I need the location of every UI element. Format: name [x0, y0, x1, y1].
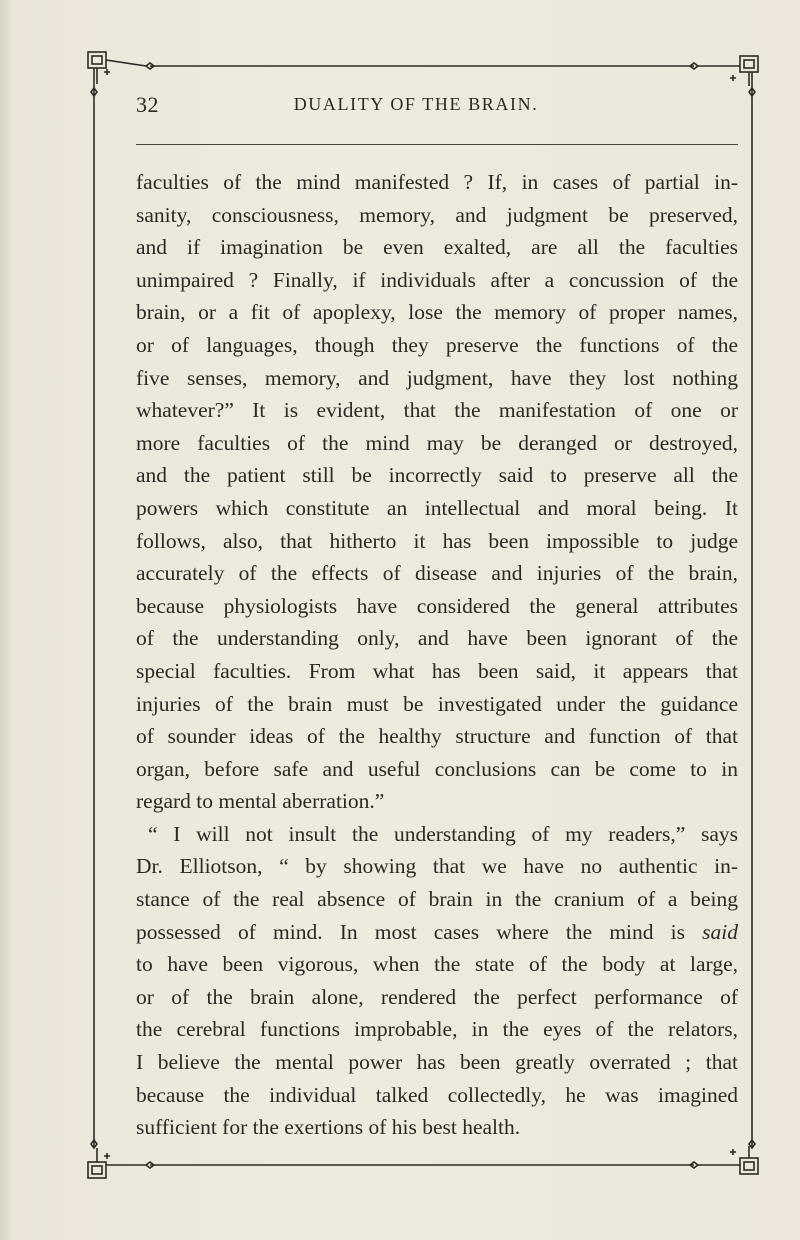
running-title: DUALITY OF THE BRAIN. [293, 94, 539, 114]
text-line: brain, or a fit of apoplexy, lose the memory of proper names, [136, 300, 738, 325]
page-number: 32 [136, 92, 159, 117]
corner-ornament-bottom-right [698, 1146, 758, 1174]
text-line: sufficient for the exertions of his best health. [136, 1115, 521, 1140]
text-line: accurately of the effects of disease and injuries of the brain, [136, 561, 738, 586]
text-line: unimpaired ? Finally, if individuals after a concussion of the [136, 267, 738, 292]
text-line: and if imagination be even exalted, are all the faculties [136, 235, 738, 260]
text-line: regard to mental aberration.” [136, 789, 385, 814]
text-line: organ, before safe and useful conclusions can be come to in [136, 756, 738, 781]
text-line: injuries of the brain must be investigated under the guidance [136, 691, 738, 716]
text-line: powers which constitute an intellectual and moral being. It [136, 495, 738, 520]
text-line: of sounder ideas of the healthy structure and function of that [136, 724, 738, 749]
running-head [136, 92, 736, 122]
text-line: whatever?” It is evident, that the manifestation of one or [136, 398, 738, 423]
text-line: to have been vigorous, when the state of the body at large, [136, 952, 738, 977]
corner-ornament-top-right [698, 56, 758, 88]
header-rule [136, 144, 738, 145]
text-line: sanity, consciousness, memory, and judgment be preserved, [136, 202, 738, 227]
corner-ornament-top-left [88, 52, 146, 88]
text-line: or of languages, though they preserve the functions of the [136, 332, 738, 357]
text-line: five senses, memory, and judgment, have they lost nothing [136, 365, 738, 390]
text-line-with-italic [136, 916, 738, 949]
body-text [136, 166, 738, 1144]
text-line: Dr. Elliotson, “ by showing that we have no authentic in- [136, 854, 738, 879]
text-line: more faculties of the mind may be deranged or destroyed, [136, 430, 738, 455]
text-line: special faculties. From what has been said, it appears that [136, 658, 738, 683]
corner-ornament-bottom-left [88, 1148, 146, 1178]
italic-word: said [702, 919, 739, 944]
text-line: because the individual talked collectedly, he was imagined [136, 1082, 738, 1107]
text-line: follows, also, that hitherto it has been impossible to judge [136, 528, 738, 553]
text-line: or of the brain alone, rendered the perfect performance of [136, 984, 738, 1009]
text-line: the cerebral functions improbable, in the eyes of the relators, [136, 1017, 738, 1042]
text-segment: possessed of mind. In most cases where the mind is [136, 919, 686, 944]
text-line: because physiologists have considered the general attributes [136, 593, 738, 618]
text-line: I believe the mental power has been greatly overrated ; that [136, 1050, 738, 1075]
text-line: faculties of the mind manifested ? If, in cases of partial in- [136, 170, 738, 194]
text-line: of the understanding only, and have been ignorant of the [136, 626, 738, 651]
text-line: and the patient still be incorrectly said to preserve all the [136, 463, 738, 488]
text-line: “ I will not insult the understanding of my readers,” says [148, 821, 738, 846]
text-line: stance of the real absence of brain in the cranium of a being [136, 887, 738, 912]
